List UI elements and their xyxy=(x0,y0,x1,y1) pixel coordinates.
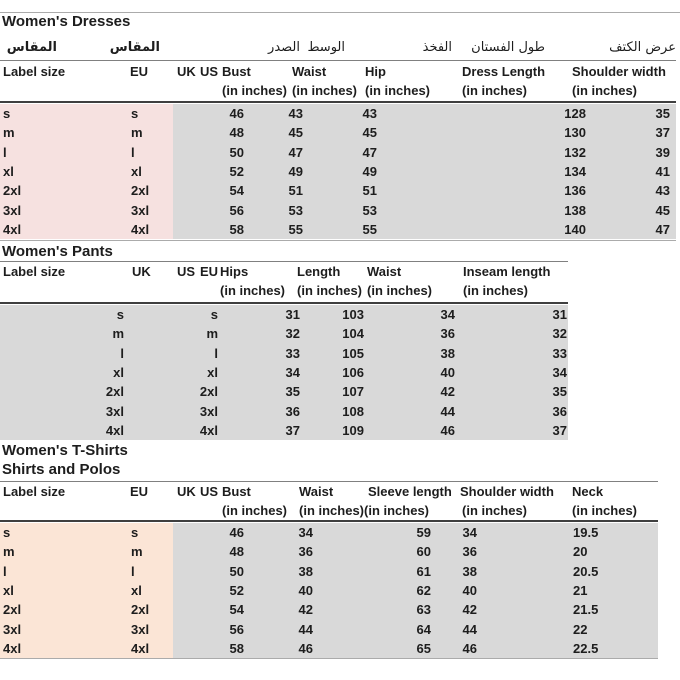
cell-tshirts-label: 4xl xyxy=(3,640,22,656)
cell-tshirts-waist: 36 xyxy=(298,544,313,560)
column-header-pants-3: EU xyxy=(200,264,219,279)
cell-tshirts-waist: 40 xyxy=(298,582,313,598)
cell-dresses-waist: 51 xyxy=(288,183,303,199)
cell-pants-hips: 37 xyxy=(285,422,300,438)
cell-tshirts-shoulder_width: 46 xyxy=(462,640,477,656)
column-header-dresses-5: Waist xyxy=(292,64,327,79)
cell-pants-length: 104 xyxy=(342,326,364,342)
column-header-dresses-8: Shoulder width xyxy=(572,64,666,79)
cell-dresses-dress_length: 140 xyxy=(564,221,586,237)
cell-tshirts-sleeve_length: 59 xyxy=(416,525,431,540)
section-title-tshirts: Women's T-Shirts xyxy=(2,442,128,459)
cell-tshirts-eu: 4xl xyxy=(131,640,150,656)
column-header-tshirts-2: UK xyxy=(177,484,196,499)
cell-tshirts-shoulder_width: 34 xyxy=(462,525,477,540)
cell-tshirts-eu: 2xl xyxy=(131,602,150,618)
cell-pants-inseam_length: 31 xyxy=(552,307,567,322)
column-header-tshirts-1: EU xyxy=(130,484,149,499)
cell-tshirts-shoulder_width: 38 xyxy=(462,563,477,579)
cell-tshirts-eu: 3xl xyxy=(131,621,150,637)
column-header-pants-1: UK xyxy=(132,264,151,279)
cell-tshirts-bust: 48 xyxy=(229,544,244,560)
cell-pants-inseam_length: 37 xyxy=(552,422,567,438)
cell-dresses-eu: 4xl xyxy=(131,221,150,237)
cell-pants-inseam_length: 32 xyxy=(552,326,567,342)
cell-dresses-shoulder_width: 39 xyxy=(655,144,670,160)
cell-tshirts-label: m xyxy=(3,544,15,560)
cell-pants-eu: xl xyxy=(207,364,218,380)
cell-dresses-bust: 58 xyxy=(229,221,244,237)
cell-tshirts-sleeve_length: 64 xyxy=(416,621,431,637)
cell-pants-hips: 36 xyxy=(285,403,300,419)
cell-tshirts-eu: l xyxy=(131,563,135,579)
border-dresses-2 xyxy=(0,240,676,241)
cell-dresses-waist: 53 xyxy=(288,202,303,218)
arabic-column-label: الوسط xyxy=(307,40,345,55)
cell-dresses-eu: l xyxy=(131,144,135,160)
cell-dresses-waist: 45 xyxy=(288,125,303,141)
cell-tshirts-label: s xyxy=(3,525,11,540)
column-header-dresses-1: EU xyxy=(130,64,149,79)
cell-pants-length: 107 xyxy=(342,384,364,400)
cell-dresses-hip: 49 xyxy=(362,163,377,179)
arabic-column-label: المقاس xyxy=(109,40,160,55)
cell-tshirts-shoulder_width: 42 xyxy=(462,602,477,618)
cell-pants-length: 109 xyxy=(342,422,364,438)
cell-pants-length: 103 xyxy=(342,307,364,322)
inches-label-pants-7: (in inches) xyxy=(463,283,529,298)
cell-dresses-bust: 46 xyxy=(229,106,244,121)
cell-pants-waist: 42 xyxy=(440,384,455,400)
column-header-pants-6: Waist xyxy=(367,264,402,279)
cell-tshirts-neck: 20.5 xyxy=(573,563,599,579)
cell-dresses-shoulder_width: 43 xyxy=(655,183,670,199)
inches-label-pants-6: (in inches) xyxy=(367,283,433,298)
column-header-pants-4: Hips xyxy=(220,264,249,279)
cell-tshirts-shoulder_width: 44 xyxy=(462,621,477,637)
column-header-tshirts-3: US xyxy=(200,484,219,499)
cell-dresses-dress_length: 136 xyxy=(564,183,586,199)
cell-pants-eu: 3xl xyxy=(199,403,218,419)
cell-pants-eu: s xyxy=(210,307,218,322)
cell-tshirts-sleeve_length: 62 xyxy=(416,582,431,598)
cell-tshirts-eu: xl xyxy=(131,582,142,598)
column-header-dresses-7: Dress Length xyxy=(462,64,546,79)
cell-tshirts-neck: 22 xyxy=(573,621,588,637)
cell-dresses-shoulder_width: 47 xyxy=(655,221,670,237)
cell-pants-uk: l xyxy=(120,345,124,361)
cell-tshirts-label: xl xyxy=(3,582,14,598)
cell-pants-length: 105 xyxy=(342,345,364,361)
cell-tshirts-bust: 52 xyxy=(229,582,244,598)
cell-tshirts-sleeve_length: 61 xyxy=(416,563,431,579)
cell-tshirts-waist: 44 xyxy=(298,621,313,637)
cell-pants-eu: l xyxy=(214,345,218,361)
cell-tshirts-bust: 56 xyxy=(229,621,244,637)
cell-pants-inseam_length: 33 xyxy=(552,345,567,361)
cell-dresses-bust: 54 xyxy=(229,183,244,199)
cell-tshirts-label: 2xl xyxy=(3,602,22,618)
cell-tshirts-bust: 46 xyxy=(229,525,244,540)
border-dresses-0 xyxy=(0,60,676,61)
cell-dresses-shoulder_width: 37 xyxy=(655,125,670,141)
inches-label-dresses-4: (in inches) xyxy=(222,83,288,98)
cell-pants-eu: 2xl xyxy=(199,384,218,400)
border-pants-1 xyxy=(0,302,568,304)
cell-pants-hips: 32 xyxy=(285,326,300,342)
cell-dresses-shoulder_width: 35 xyxy=(655,106,670,121)
column-header-pants-7: Inseam length xyxy=(463,264,551,279)
cell-tshirts-neck: 19.5 xyxy=(573,525,599,540)
border-tshirts-2 xyxy=(0,658,658,659)
column-header-tshirts-5: Waist xyxy=(299,484,334,499)
cell-tshirts-sleeve_length: 65 xyxy=(416,640,431,656)
cell-dresses-dress_length: 128 xyxy=(564,106,586,121)
cell-pants-hips: 35 xyxy=(285,384,300,400)
cell-dresses-eu: xl xyxy=(131,163,142,179)
column-header-tshirts-4: Bust xyxy=(222,484,251,499)
cell-dresses-eu: m xyxy=(131,125,143,141)
cell-dresses-bust: 48 xyxy=(229,125,244,141)
arabic-column-label: طول الفستان xyxy=(471,40,545,55)
cell-tshirts-shoulder_width: 36 xyxy=(462,544,477,560)
section-title-dresses: Women's Dresses xyxy=(2,13,131,30)
arabic-column-label: الفخذ xyxy=(422,40,452,55)
column-header-tshirts-7: Shoulder width xyxy=(460,484,554,499)
cell-dresses-bust: 52 xyxy=(229,163,244,179)
cell-dresses-bust: 56 xyxy=(229,202,244,218)
cell-pants-eu: 4xl xyxy=(199,422,218,438)
cell-dresses-label: xl xyxy=(3,163,14,179)
column-header-dresses-2: UK xyxy=(177,64,196,79)
cell-pants-uk: 4xl xyxy=(105,422,124,438)
cell-pants-waist: 34 xyxy=(440,307,455,322)
cell-pants-waist: 38 xyxy=(440,345,455,361)
cell-pants-inseam_length: 34 xyxy=(552,364,567,380)
cell-tshirts-eu: m xyxy=(131,544,143,560)
cell-dresses-eu: 2xl xyxy=(131,183,150,199)
cell-dresses-label: 2xl xyxy=(3,183,22,199)
inches-label-tshirts-4: (in inches) xyxy=(222,503,288,518)
cell-dresses-shoulder_width: 41 xyxy=(655,163,670,179)
cell-tshirts-eu: s xyxy=(131,525,139,540)
cell-dresses-hip: 53 xyxy=(362,202,377,218)
cell-pants-uk: m xyxy=(112,326,124,342)
cell-dresses-label: l xyxy=(3,144,7,160)
inches-label-dresses-7: (in inches) xyxy=(462,83,528,98)
column-header-pants-2: US xyxy=(177,264,196,279)
cell-pants-waist: 36 xyxy=(440,326,455,342)
section-title-pants: Women's Pants xyxy=(2,243,113,260)
cell-tshirts-neck: 21 xyxy=(573,582,588,598)
cell-dresses-dress_length: 130 xyxy=(564,125,586,141)
cell-dresses-waist: 55 xyxy=(288,221,303,237)
inches-label-dresses-6: (in inches) xyxy=(365,83,431,98)
column-header-tshirts-6: Sleeve length xyxy=(368,484,452,499)
cell-pants-inseam_length: 36 xyxy=(552,403,567,419)
cell-dresses-label: s xyxy=(3,106,11,121)
cell-dresses-shoulder_width: 45 xyxy=(655,202,670,218)
column-header-pants-0: Label size xyxy=(3,264,66,279)
inches-label-dresses-8: (in inches) xyxy=(572,83,638,98)
cell-pants-waist: 44 xyxy=(440,403,455,419)
cell-pants-waist: 40 xyxy=(440,364,455,380)
cell-dresses-eu: 3xl xyxy=(131,202,150,218)
cell-dresses-dress_length: 132 xyxy=(564,144,586,160)
cell-tshirts-label: l xyxy=(3,563,7,579)
cell-pants-uk: 2xl xyxy=(105,384,124,400)
cell-tshirts-neck: 20 xyxy=(573,544,588,560)
cell-dresses-waist: 47 xyxy=(288,144,303,160)
cell-dresses-waist: 49 xyxy=(288,163,303,179)
cell-tshirts-shoulder_width: 40 xyxy=(462,582,477,598)
inches-label-tshirts-7: (in inches) xyxy=(462,503,528,518)
column-header-dresses-0: Label size xyxy=(3,64,66,79)
cell-dresses-hip: 43 xyxy=(362,106,377,121)
arabic-column-label: المقاس xyxy=(6,40,57,55)
cell-tshirts-neck: 21.5 xyxy=(573,602,599,618)
cell-tshirts-sleeve_length: 60 xyxy=(416,544,431,560)
inches-label-tshirts-6: (in inches) xyxy=(364,503,430,518)
cell-tshirts-sleeve_length: 63 xyxy=(416,602,431,618)
cell-tshirts-waist: 46 xyxy=(298,640,313,656)
cell-pants-inseam_length: 35 xyxy=(552,384,567,400)
cell-pants-waist: 46 xyxy=(440,422,455,438)
inches-label-pants-5: (in inches) xyxy=(297,283,363,298)
cell-dresses-hip: 45 xyxy=(362,125,377,141)
cell-dresses-hip: 47 xyxy=(362,144,377,160)
cell-tshirts-bust: 50 xyxy=(229,563,244,579)
cell-pants-uk: 3xl xyxy=(105,403,124,419)
border-tshirts-1 xyxy=(0,520,658,522)
cell-dresses-hip: 51 xyxy=(362,183,377,199)
cell-dresses-label: 3xl xyxy=(3,202,22,218)
cell-dresses-waist: 43 xyxy=(288,106,303,121)
column-header-dresses-4: Bust xyxy=(222,64,251,79)
cell-dresses-dress_length: 134 xyxy=(564,163,586,179)
cell-tshirts-waist: 42 xyxy=(298,602,313,618)
cell-dresses-label: 4xl xyxy=(3,221,22,237)
cell-tshirts-waist: 34 xyxy=(298,525,313,540)
cell-tshirts-bust: 54 xyxy=(229,602,244,618)
cell-pants-uk: s xyxy=(116,307,124,322)
inches-label-tshirts-5: (in inches) xyxy=(299,503,365,518)
cell-tshirts-bust: 58 xyxy=(229,640,244,656)
cell-pants-length: 106 xyxy=(342,364,364,380)
cell-pants-length: 108 xyxy=(342,403,364,419)
border-dresses-1 xyxy=(0,101,676,103)
cell-dresses-dress_length: 138 xyxy=(564,202,586,218)
cell-tshirts-waist: 38 xyxy=(298,563,313,579)
arabic-column-label: الصدر xyxy=(268,40,300,55)
section-subtitle-tshirts: Shirts and Polos xyxy=(2,461,121,478)
inches-label-pants-4: (in inches) xyxy=(220,283,286,298)
column-header-dresses-3: US xyxy=(200,64,219,79)
cell-dresses-bust: 50 xyxy=(229,144,244,160)
column-header-dresses-6: Hip xyxy=(365,64,386,79)
arabic-column-label: عرض الكتف xyxy=(609,40,676,55)
column-header-tshirts-0: Label size xyxy=(3,484,66,499)
cell-pants-hips: 33 xyxy=(285,345,300,361)
cell-pants-hips: 31 xyxy=(285,307,300,322)
cell-dresses-label: m xyxy=(3,125,15,141)
inches-label-dresses-5: (in inches) xyxy=(292,83,358,98)
cell-pants-eu: m xyxy=(206,326,218,342)
column-header-tshirts-8: Neck xyxy=(572,484,604,499)
cell-tshirts-neck: 22.5 xyxy=(573,640,599,656)
cell-dresses-hip: 55 xyxy=(362,221,377,237)
cell-pants-hips: 34 xyxy=(285,364,300,380)
cell-tshirts-label: 3xl xyxy=(3,621,22,637)
inches-label-tshirts-8: (in inches) xyxy=(572,503,638,518)
column-header-pants-5: Length xyxy=(297,264,341,279)
cell-pants-uk: xl xyxy=(113,364,124,380)
cell-dresses-eu: s xyxy=(131,106,139,121)
